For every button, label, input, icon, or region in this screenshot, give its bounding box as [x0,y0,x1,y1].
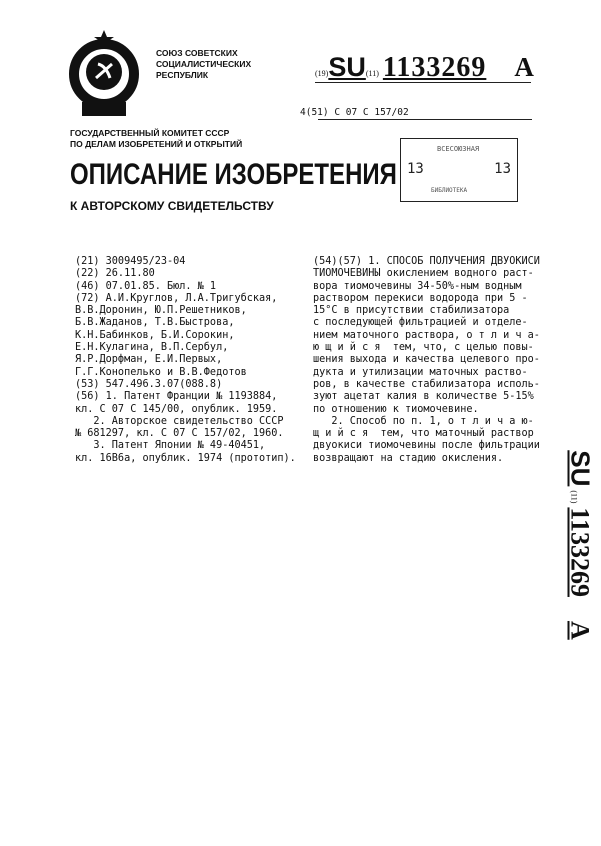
side-patent-number [565,450,596,640]
divider [318,119,532,120]
text-line: с последующей фильтрацией и отделе- [313,317,528,329]
text-line: (53) 547.496.3.07(088.8) [75,378,223,390]
text-line: шения выхода и качества целевого про- [313,354,540,366]
stamp-left: 13 [407,161,424,177]
ipc-classification: 4(51) С 07 С 157/02 [300,107,409,118]
committee-line: ГОСУДАРСТВЕННЫЙ КОМИТЕТ СССР [70,128,230,138]
library-stamp [400,138,518,202]
text-line: Б.В.Жаданов, Т.В.Быстрова, [75,317,235,329]
text-line: Я.Р.Дорфман, Е.И.Первых, [75,354,223,366]
text-line: возвращают на стадию окисления. [313,452,504,464]
text-line: вора тиомочевины 34-50%-ным водным [313,280,522,292]
text-line: кл. 16В6а, опублик. 1974 (прототип). [75,452,296,464]
document-title: ОПИСАНИЕ ИЗОБРЕТЕНИЯ [70,158,397,191]
patent-number-block [315,52,534,84]
text-line: (46) 07.01.85. Бюл. № 1 [75,280,217,292]
union-line: РЕСПУБЛИК [156,70,209,80]
document-subtitle: К АВТОРСКОМУ СВИДЕТЕЛЬСТВУ [70,199,274,213]
text-line: двуокиси тиомочевины после фильтрации [313,440,540,452]
kind-code: A [514,52,534,82]
text-line: нием маточного раствора, о т л и ч а- [313,329,540,341]
patent-number: 1133269 [382,52,487,83]
union-name [156,48,251,81]
union-line: СОЦИАЛИСТИЧЕСКИХ [156,59,252,69]
text-line: 2. Способ по п. 1, о т л и ч а ю- [313,415,534,427]
text-line: (21) 3009495/23-04 [75,256,186,267]
text-line: № 681297, кл. С 07 С 157/02, 1960. [75,428,284,440]
text-line: К.Н.Бабинков, Б.И.Сорокин, [75,329,235,341]
text-line: (22) 26.11.80 [75,268,155,280]
side-kind: A [565,620,595,640]
bibliographic-data [75,256,296,465]
text-line: 2. Авторское свидетельство СССР [75,415,284,427]
country-code: SU [328,52,366,82]
text-line: ю щ и й с я тем, что, с целью повы- [313,342,534,354]
text-line: 15°С в присутствии стабилизатора [313,305,510,317]
side-code-11: (11) [569,490,579,504]
text-line: ров, в качестве стабилизатора исполь- [313,378,540,390]
text-line: Е.Н.Кулагина, В.П.Сербул, [75,342,229,354]
text-line: раствором перекиси водорода при 5 - [313,292,528,304]
divider [315,82,531,83]
text-line: (54)(57) 1. СПОСОБ ПОЛУЧЕНИЯ ДВУОКИСИ [313,256,540,267]
union-line: СОЮЗ СОВЕТСКИХ [156,48,238,58]
stamp-bottom: БИБЛИОТЕКА [431,187,468,194]
text-line: кл. С 07 С 145/00, опублик. 1959. [75,403,278,415]
side-number: 1133269 [565,507,595,597]
ussr-emblem-icon [62,28,146,120]
text-line: В.В.Доронин, Ю.П.Решетников, [75,305,247,317]
text-line: зуют ацетат калия в количестве 5-15% [313,391,534,403]
text-line: по отношению к тиомочевине. [313,403,479,415]
text-line: (72) А.И.Круглов, Л.А.Тригубская, [75,292,278,304]
text-line: Г.Г.Конопелько и В.В.Федотов [75,366,247,378]
committee-line: ПО ДЕЛАМ ИЗОБРЕТЕНИЙ И ОТКРЫТИЙ [70,139,243,149]
code-11: (11) [365,69,379,78]
claims [313,256,540,465]
side-country: SU [565,450,596,487]
code-19: (19) [315,69,329,78]
text-line: 3. Патент Японии № 49-40451, [75,440,266,452]
text-line: (56) 1. Патент Франции № 1193884, [75,391,278,403]
committee-name [70,128,242,150]
text-line: щ и й с я тем, что маточный раствор [313,428,534,440]
stamp-top: ВСЕСОЮЗНАЯ [437,145,480,153]
stamp-right: 13 [494,161,511,177]
text-line: дукта и утилизации маточных раство- [313,366,528,378]
text-line: ТИОМОЧЕВИНЫ окислением водного раст- [313,268,534,280]
